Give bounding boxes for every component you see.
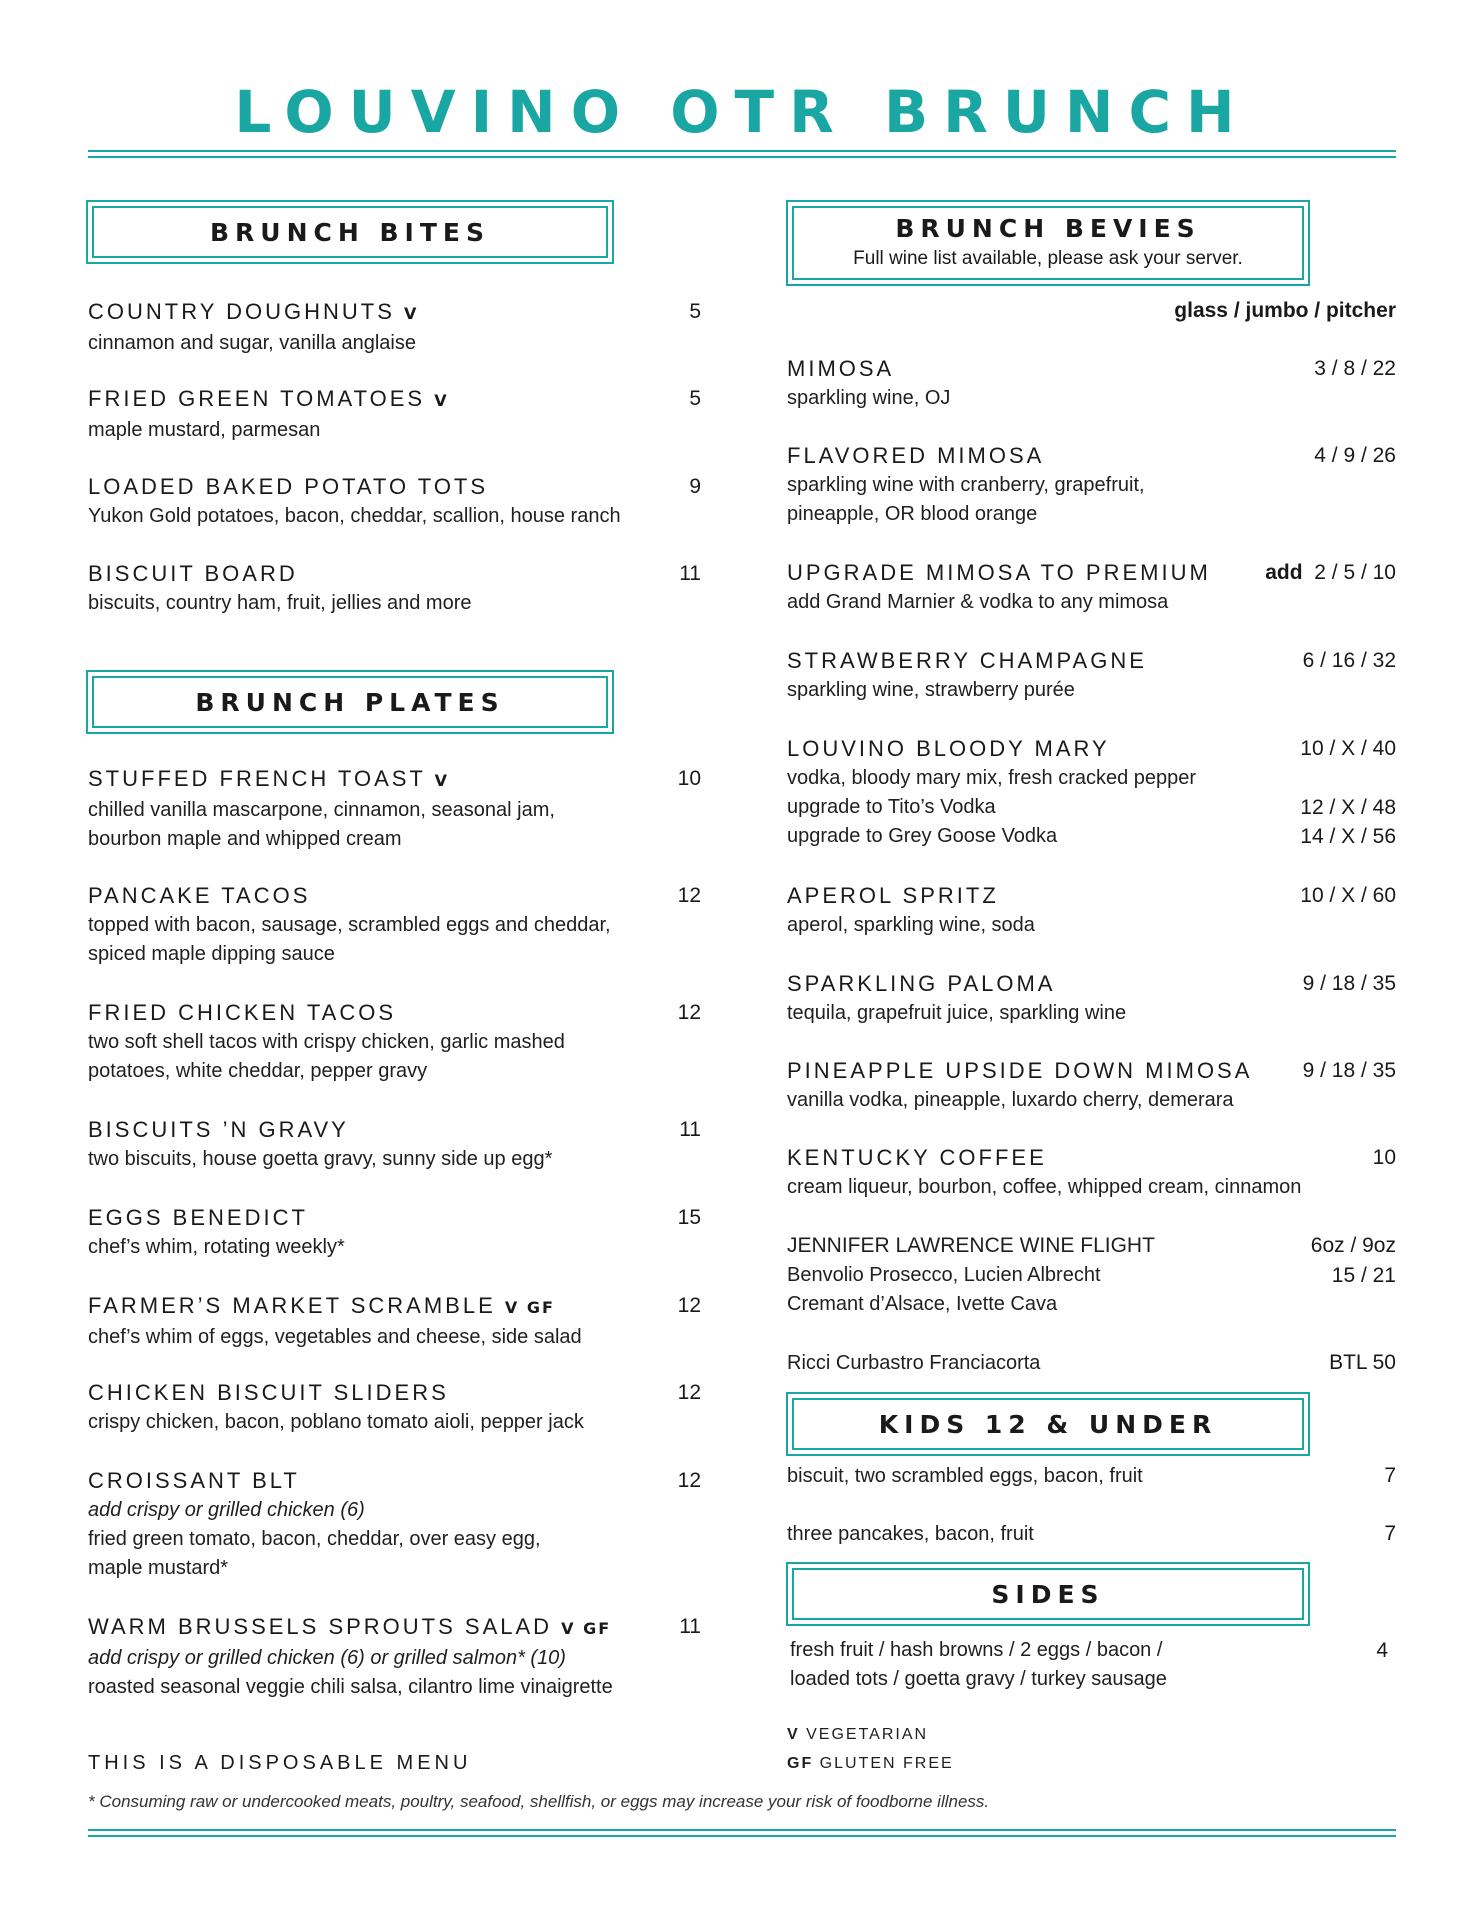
item-name: FRIED CHICKEN TACOS xyxy=(88,1000,396,1025)
disposable-notice: THIS IS A DISPOSABLE MENU xyxy=(88,1752,472,1774)
item-name: KENTUCKY COFFEE xyxy=(787,1145,1047,1170)
item-price: 5 xyxy=(689,300,701,323)
menu-item xyxy=(787,646,1147,705)
item-desc: two biscuits, house goetta gravy, sunny side up egg* xyxy=(88,1148,553,1170)
menu-title: LOUVINO OTR BRUNCH xyxy=(234,78,1250,146)
sides-header xyxy=(786,1562,1310,1626)
item-price: 6 / 16 / 32 xyxy=(1302,649,1396,672)
brunch-bevies-header xyxy=(786,200,1310,286)
wine-flight xyxy=(787,1231,1155,1319)
footer-rule-top xyxy=(88,1829,1396,1831)
brunch-plates-header xyxy=(86,670,614,734)
legend-gluten-free xyxy=(787,1755,954,1773)
item-price: 12 xyxy=(677,1381,701,1404)
item-name: EGGS BENEDICT xyxy=(88,1205,308,1230)
diet-tag: V GF xyxy=(561,1619,612,1638)
item-desc: crispy chicken, bacon, poblano tomato aioli, pepper jack xyxy=(88,1411,584,1433)
item-price: 4 / 9 / 26 xyxy=(1314,444,1396,467)
item-desc: Cremant d’Alsace, Ivette Cava xyxy=(787,1293,1058,1315)
bottle-price: BTL 50 xyxy=(1329,1351,1396,1374)
item-price: 10 / X / 40 xyxy=(1300,737,1396,760)
kids-heading: KIDS 12 & UNDER xyxy=(878,1410,1218,1439)
menu-item xyxy=(787,734,1196,851)
item-desc: Benvolio Prosecco, Lucien Albrecht xyxy=(787,1264,1101,1286)
item-name: CROISSANT BLT xyxy=(88,1468,300,1493)
item-price: 12 xyxy=(677,1001,701,1024)
item-desc: sparkling wine, OJ xyxy=(787,387,951,409)
menu-item xyxy=(787,1143,1301,1202)
sides-desc: loaded tots / goetta gravy / turkey sausage xyxy=(790,1668,1167,1690)
menu-item xyxy=(787,441,1145,529)
diet-tag: V xyxy=(434,771,449,790)
sides-price: 4 xyxy=(1376,1639,1388,1662)
menu-item xyxy=(88,1203,345,1262)
title-rule-top xyxy=(88,150,1396,152)
item-name: FRIED GREEN TOMATOES xyxy=(88,386,426,411)
item-name: STRAWBERRY CHAMPAGNE xyxy=(787,648,1147,673)
legend-gf-key: GF xyxy=(787,1755,814,1772)
kids-header xyxy=(786,1392,1310,1456)
menu-item xyxy=(88,998,565,1086)
item-name: FLAVORED MIMOSA xyxy=(787,443,1045,468)
item-desc: upgrade to Grey Goose Vodka xyxy=(787,825,1058,847)
item-desc: chef’s whim of eggs, vegetables and cheese, side salad xyxy=(88,1326,582,1348)
item-price: 9 / 18 / 35 xyxy=(1302,1059,1396,1082)
menu-item xyxy=(787,558,1211,617)
item-desc: pineapple, OR blood orange xyxy=(787,503,1038,525)
legend-vegetarian xyxy=(787,1726,928,1744)
item-desc: two soft shell tacos with crispy chicken, garlic mashed xyxy=(88,1031,565,1053)
bottle-name: Ricci Curbastro Franciacorta xyxy=(787,1352,1041,1374)
kids-price: 7 xyxy=(1384,1464,1396,1487)
flight-prices: 15 / 21 xyxy=(1331,1264,1396,1287)
item-name: COUNTRY DOUGHNUTS xyxy=(88,299,395,324)
item-desc: sparkling wine with cranberry, grapefruit, xyxy=(787,474,1145,496)
menu-item xyxy=(88,384,449,445)
legend-gf-label: GLUTEN FREE xyxy=(819,1755,954,1772)
menu-item xyxy=(88,1115,552,1174)
footer-rule-bottom xyxy=(88,1835,1396,1837)
item-price: 3 / 8 / 22 xyxy=(1314,357,1396,380)
brunch-bites-header xyxy=(86,200,614,264)
item-desc: aperol, sparkling wine, soda xyxy=(787,914,1035,936)
menu-item xyxy=(88,764,555,854)
menu-item xyxy=(787,1056,1252,1115)
item-price: 15 xyxy=(677,1206,701,1229)
item-name: PANCAKE TACOS xyxy=(88,883,311,908)
price-prefix: add xyxy=(1265,561,1303,584)
menu-item xyxy=(88,559,472,618)
brunch-bevies-heading: BRUNCH BEVIES xyxy=(895,214,1201,243)
sides-heading: SIDES xyxy=(991,1580,1105,1609)
menu-item xyxy=(88,1612,613,1702)
item-desc: topped with bacon, sausage, scrambled eggs and cheddar, xyxy=(88,914,611,936)
brunch-plates-heading: BRUNCH PLATES xyxy=(195,688,505,717)
item-name: BISCUITS ’N GRAVY xyxy=(88,1117,349,1142)
item-price xyxy=(1265,558,1396,588)
item-desc: potatoes, white cheddar, pepper gravy xyxy=(88,1060,428,1082)
price-value: 2 / 5 / 10 xyxy=(1314,561,1396,584)
item-desc: vanilla vodka, pineapple, luxardo cherry, demerara xyxy=(787,1089,1234,1111)
menu-item xyxy=(787,969,1126,1028)
size-header: glass / jumbo / pitcher xyxy=(1174,299,1396,322)
item-price: 9 xyxy=(689,475,701,498)
item-desc: fried green tomato, bacon, cheddar, over easy egg, xyxy=(88,1528,541,1550)
diet-tag: V GF xyxy=(504,1298,555,1317)
sides-desc: fresh fruit / hash browns / 2 eggs / bacon / xyxy=(790,1639,1163,1661)
item-desc: biscuits, country ham, fruit, jellies and more xyxy=(88,592,472,614)
kids-price: 7 xyxy=(1384,1522,1396,1545)
item-price: 10 / X / 60 xyxy=(1300,884,1396,907)
item-price: 12 xyxy=(677,1469,701,1492)
item-desc: sparkling wine, strawberry purée xyxy=(787,679,1075,701)
item-desc: chilled vanilla mascarpone, cinnamon, seasonal jam, xyxy=(88,799,555,821)
item-price: 12 xyxy=(677,1294,701,1317)
item-name: UPGRADE MIMOSA TO PREMIUM xyxy=(787,560,1211,585)
menu-item xyxy=(88,1291,582,1352)
wine-flight-name: JENNIFER LAWRENCE WINE FLIGHT xyxy=(787,1234,1155,1257)
item-price: 9 / 18 / 35 xyxy=(1302,972,1396,995)
item-desc: cinnamon and sugar, vanilla anglaise xyxy=(88,332,416,354)
item-name: FARMER’S MARKET SCRAMBLE xyxy=(88,1293,496,1318)
item-price: 5 xyxy=(689,387,701,410)
item-price: 11 xyxy=(679,1118,701,1141)
item-desc: cream liqueur, bourbon, coffee, whipped cream, cinnamon xyxy=(787,1176,1302,1198)
kids-item: biscuit, two scrambled eggs, bacon, fruit xyxy=(787,1465,1143,1487)
item-name: CHICKEN BISCUIT SLIDERS xyxy=(88,1380,449,1405)
item-name: LOUVINO BLOODY MARY xyxy=(787,736,1110,761)
item-price: 10 xyxy=(1372,1146,1396,1169)
foodborne-disclaimer: * Consuming raw or undercooked meats, poultry, seafood, shellfish, or eggs may increase your risk of foodborne illness. xyxy=(88,1792,990,1811)
item-name: PINEAPPLE UPSIDE DOWN MIMOSA xyxy=(787,1058,1253,1083)
item-desc: maple mustard* xyxy=(88,1557,229,1579)
item-desc: maple mustard, parmesan xyxy=(88,419,321,441)
item-price: 11 xyxy=(679,562,701,585)
item-desc: roasted seasonal veggie chili salsa, cilantro lime vinaigrette xyxy=(88,1676,613,1698)
menu-item xyxy=(88,1466,541,1583)
legend-v-key: V xyxy=(787,1726,800,1743)
menu-item xyxy=(88,1378,584,1437)
item-desc: add Grand Marnier & vodka to any mimosa xyxy=(787,591,1169,613)
diet-tag: V xyxy=(404,304,419,323)
item-name: BISCUIT BOARD xyxy=(88,561,298,586)
item-desc: chef’s whim, rotating weekly* xyxy=(88,1236,345,1258)
diet-tag: V xyxy=(434,391,449,410)
item-price: 10 xyxy=(677,767,701,790)
item-name: STUFFED FRENCH TOAST xyxy=(88,766,426,791)
item-desc: tequila, grapefruit juice, sparkling wine xyxy=(787,1002,1127,1024)
title-rule-bottom xyxy=(88,156,1396,158)
flight-sizes: 6oz / 9oz xyxy=(1310,1234,1396,1257)
kids-item: three pancakes, bacon, fruit xyxy=(787,1523,1034,1545)
item-name: APEROL SPRITZ xyxy=(787,883,999,908)
item-name: WARM BRUSSELS SPROUTS SALAD xyxy=(88,1614,553,1639)
item-name: MIMOSA xyxy=(787,356,895,381)
item-price: 12 xyxy=(677,884,701,907)
brunch-bevies-subheading: Full wine list available, please ask your server. xyxy=(853,248,1243,269)
item-price: 14 / X / 56 xyxy=(1300,825,1396,848)
item-price: 11 xyxy=(679,1615,701,1638)
item-name: LOADED BAKED POTATO TOTS xyxy=(88,474,489,499)
item-desc: vodka, bloody mary mix, fresh cracked pepper xyxy=(787,767,1197,789)
item-name: SPARKLING PALOMA xyxy=(787,971,1056,996)
menu-item xyxy=(787,881,1035,940)
menu-item xyxy=(88,472,621,531)
item-addon: add crispy or grilled chicken (6) xyxy=(88,1499,365,1521)
menu-item xyxy=(787,354,950,413)
item-desc: Yukon Gold potatoes, bacon, cheddar, scallion, house ranch xyxy=(88,505,621,527)
menu-item xyxy=(88,297,418,358)
item-price: 12 / X / 48 xyxy=(1300,796,1396,819)
legend-v-label: VEGETARIAN xyxy=(806,1726,929,1743)
menu-item xyxy=(88,881,611,969)
sides-list xyxy=(790,1636,1167,1694)
item-desc: spiced maple dipping sauce xyxy=(88,943,335,965)
brunch-bites-heading: BRUNCH BITES xyxy=(210,218,490,247)
item-desc: upgrade to Tito’s Vodka xyxy=(787,796,996,818)
item-addon: add crispy or grilled chicken (6) or grilled salmon* (10) xyxy=(88,1647,566,1669)
item-desc: bourbon maple and whipped cream xyxy=(88,828,402,850)
